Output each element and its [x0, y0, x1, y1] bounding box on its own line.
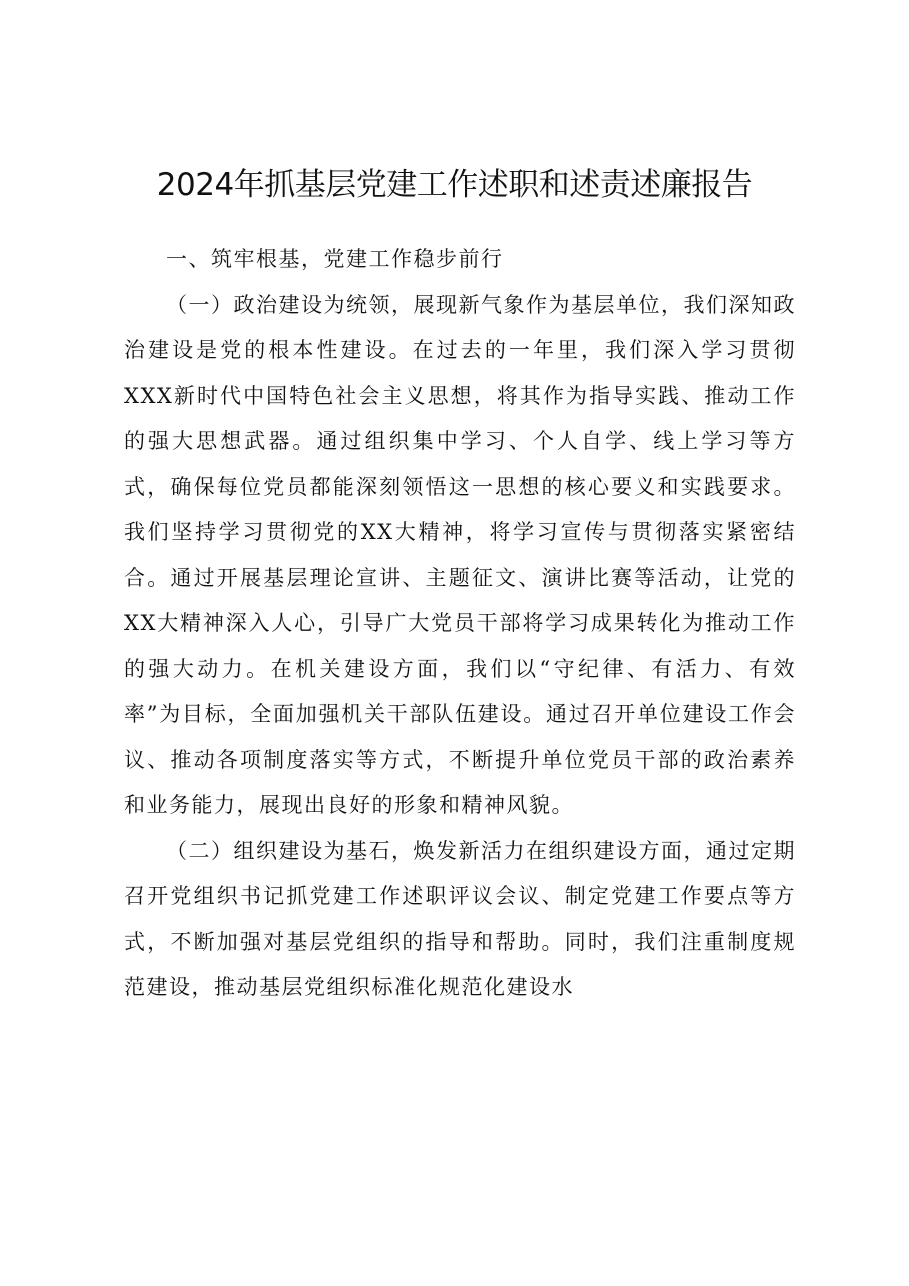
paragraph: （二）组织建设为基石，焕发新活力在组织建设方面，通过定期召开党组织书记抓党建工作述职评议会议、制定党建工作要点等方式，不断加强对基层党组织的指导和帮助。同时，我们注重制度规范建设，推动基层党组织标准化规范化建设水	[124, 838, 796, 999]
document-body	[124, 237, 796, 1011]
document-title: 2024年抓基层党建工作述职和述责述廉报告	[156, 167, 753, 203]
section-heading: 一、筑牢根基，党建工作稳步前行	[166, 247, 504, 271]
paragraph: （一）政治建设为统领，展现新气象作为基层单位，我们深知政治建设是党的根本性建设。在过去的一年里，我们深入学习贯彻XXX新时代中国特色社会主义思想，将其作为指导实践、推动工作的强大思想武器。通过组织集中学习、个人自学、线上学习等方式，确保每位党员都能深刻领悟这一思想的核心要义和实践要求。我们坚持学习贯彻党的XX大精神，将学习宣传与贯彻落实紧密结合。通过开展基层理论宣讲、主题征文、演讲比赛等活动，让党的XX大精神深入人心，引导广大党员干部将学习成果转化为推动工作的强大动力。在机关建设方面，我们以“守纪律、有活力、有效率”为目标，全面加强机关干部队伍建设。通过召开单位建设工作会议、推动各项制度落实等方式，不断提升单位党员干部的政治素养和业务能力，展现出良好的形象和精神风貌。	[124, 292, 796, 817]
